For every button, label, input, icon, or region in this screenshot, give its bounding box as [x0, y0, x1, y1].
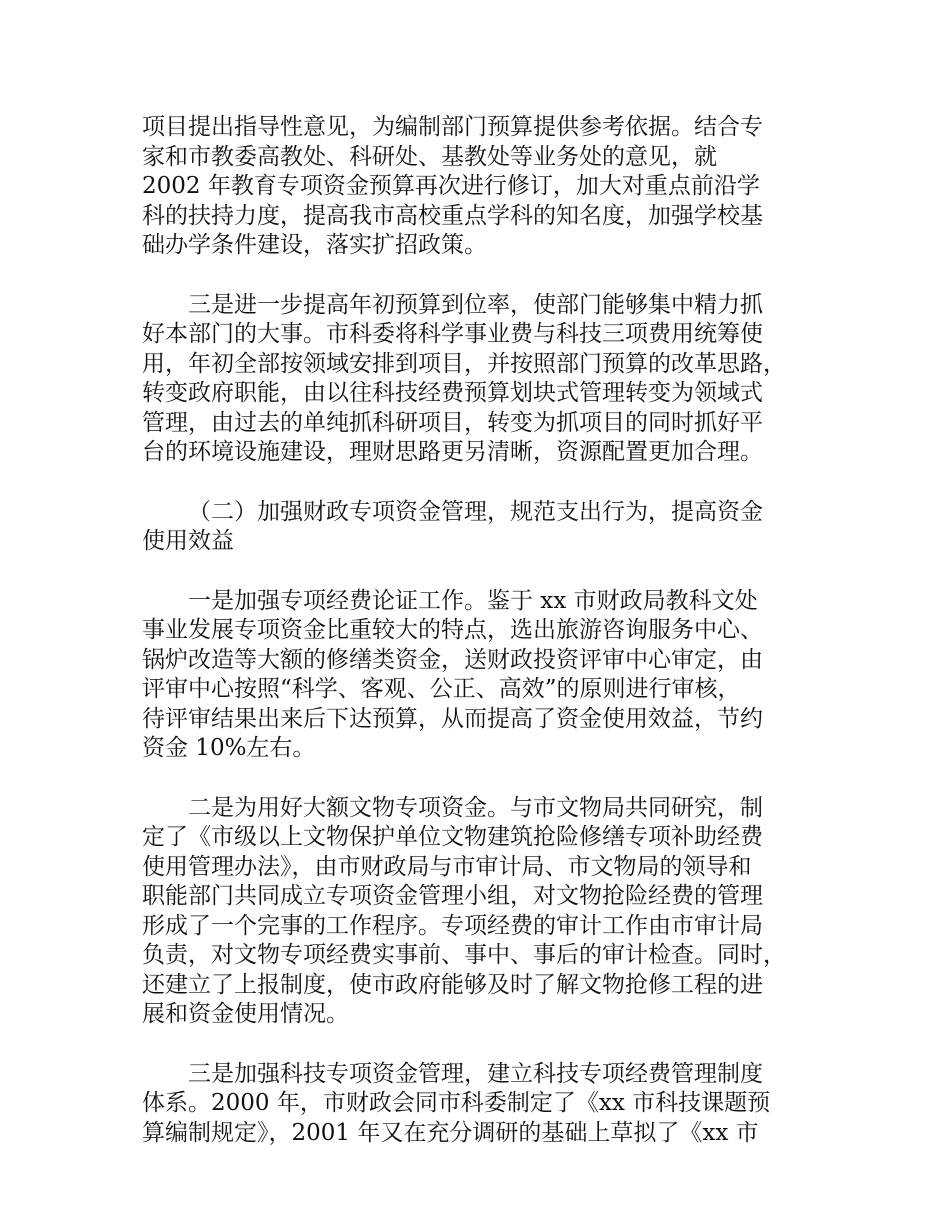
paragraph-third-point-science: 三是加强科技专项资金管理，建立科技专项经费管理制度 体系。2000 年，市财政会同市科委制定了《xx 市科技课题预 算编制规定》，2001 年又在充分调研的基础上草拟了《xx 市 [142, 1060, 771, 1146]
paragraph-second-point: 二是为用好大额文物专项资金。与市文物局共同研究，制 定了《市级以上文物保护单位文物建筑抢险修缮专项补助经费 使用管理办法》，由市财政局与市审计局、市文物局的领导和 职能部门共同成立专项资金管理小组，对文物抢险经费的管理 形成了一个完事的工作程序。专项经费的审计工作由市审计局 负责，对文物专项经费实事前、事中、事后的审计检查。同时， 还建立了上报制度，使市政府能够及时了解文物抢修工程的进 展和资金使用情况。 [142, 794, 786, 1027]
paragraph-third-point: 三是进一步提高年初预算到位率，使部门能够集中精力抓 好本部门的大事。市科委将科学事业费与科技三项费用统筹使 用，年初全部按领域安排到项目，并按照部门预算的改革思路， 转变政府职能，由以往科技经费预算划块式管理转变为领域式 管理，由过去的单纯抓科研项目，转变为抓项目的同时抓好平 台的环境设施建设，理财思路更另清晰，资源配置更加合理。 [142, 291, 786, 465]
document-body [142, 113, 822, 1178]
paragraph-first-point: 一是加强专项经费论证工作。鉴于 xx 市财政局教科文处 事业发展专项资金比重较大的特点，选出旅游咨询服务中心、 锅炉改造等大额的修缮类资金，送财政投资评审中心审定，由 评审中心按照“科学、客观、公正、高效”的原则进行审核， 待评审结果出来后下达预算，从而提高了资金使用效益，节约 资金 10%左右。 [142, 587, 763, 761]
paragraph-continuation: 项目提出指导性意见，为编制部门预算提供参考依据。结合专 家和市教委高教处、科研处、基教处等业务处的意见，就 2002 年教育专项资金预算再次进行修订，加大对重点前沿学 科的扶持力度，提高我市高校重点学科的知名度，加强学校基 础办学条件建设，落实扩招政策。 [142, 114, 763, 258]
section-heading-2: （二）加强财政专项资金管理，规范支出行为，提高资金 使用效益 [142, 498, 763, 554]
